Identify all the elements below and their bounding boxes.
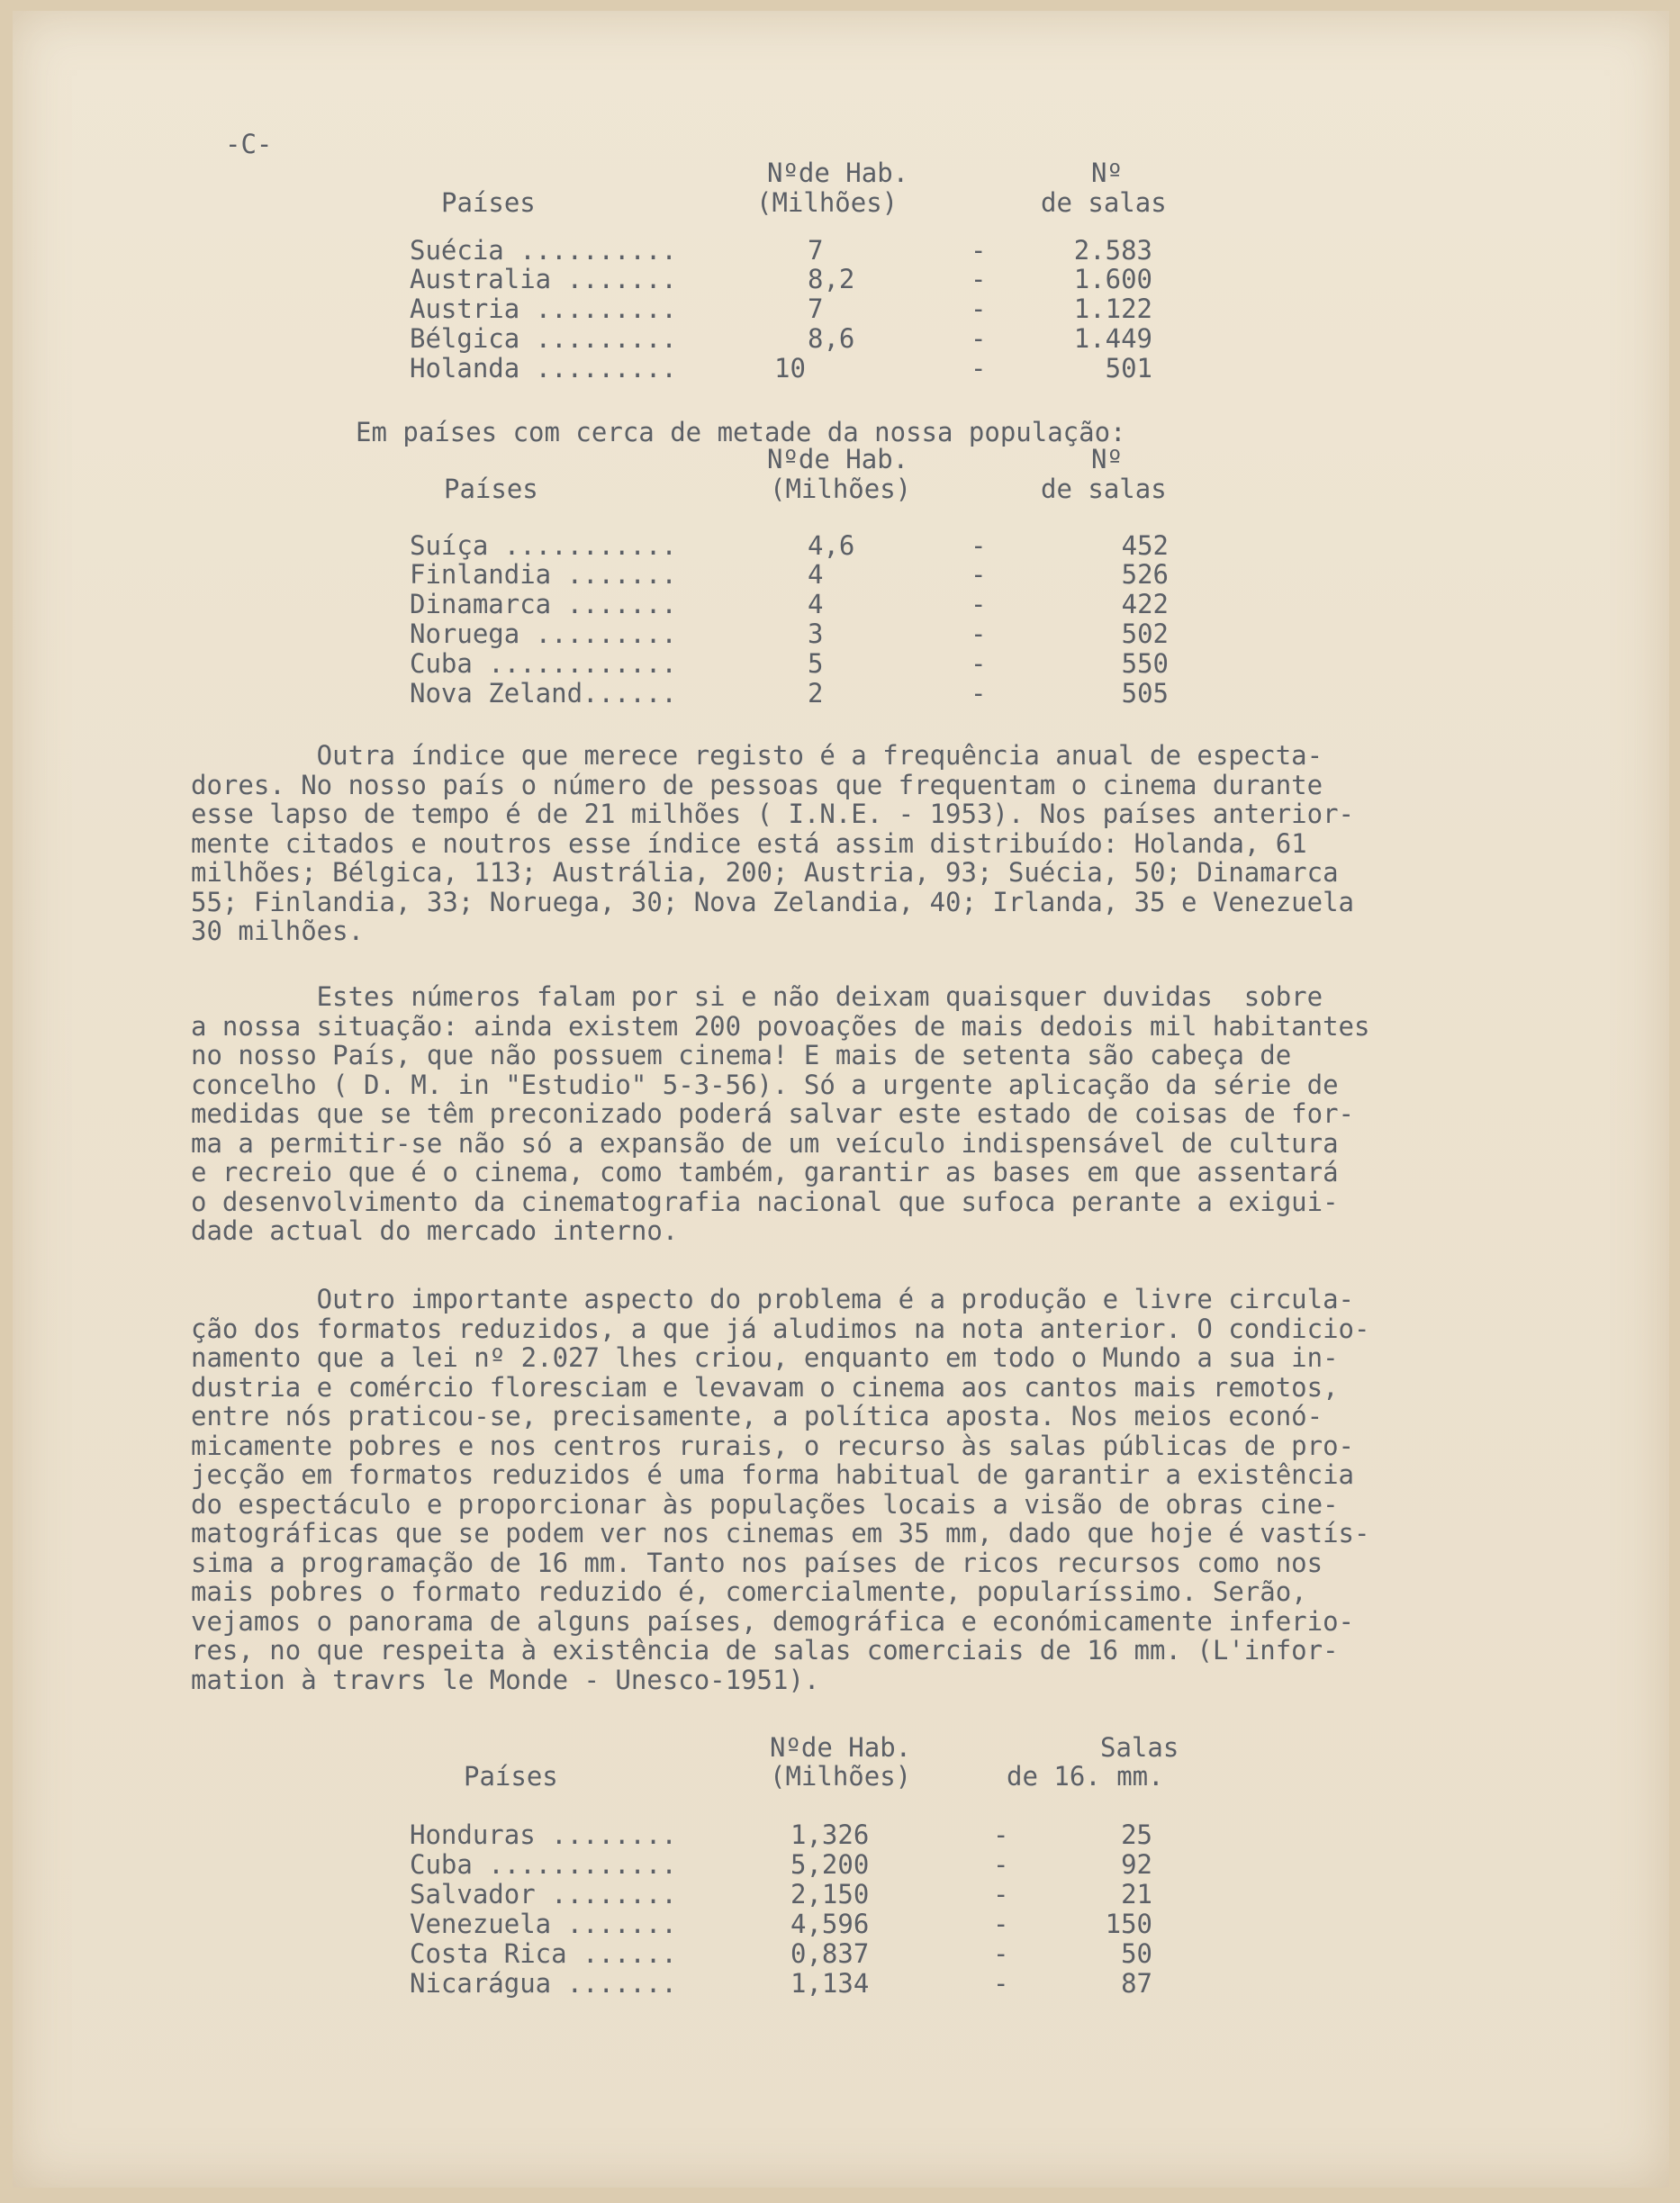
table-3-row-4-country: Venezuela ....... — [410, 1909, 677, 1939]
table-3-row-3-hab: 2,150 — [790, 1879, 870, 1910]
table-1-row-3-dash: - — [971, 293, 987, 324]
paragraph-3-line: ção dos formatos reduzidos, a que já aludimos na nota anterior. O condicio- — [191, 1313, 1370, 1344]
paragraph-1-line: Outra índice que merece registo é a frequência anual de especta- — [191, 740, 1323, 771]
paragraph-2-line: concelho ( D. M. in "Estudio" 5-3-56). Só a urgente aplicação da série de — [191, 1069, 1339, 1100]
paragraph-1-line: 30 milhões. — [191, 916, 365, 946]
paragraph-3-line: micamente pobres e nos centros rurais, o recurso às salas públicas de pro- — [191, 1430, 1355, 1461]
table-1-header-salas-line2: de salas — [1041, 187, 1167, 218]
table-2-row-2-dash: - — [971, 559, 987, 590]
table-2-row-4-dash: - — [971, 618, 987, 649]
table-3-row-4-hab: 4,596 — [790, 1909, 870, 1939]
table-2-row-6-hab: 2 — [808, 678, 824, 709]
table-2-row-2-country: Finlandia ....... — [410, 559, 677, 590]
table-1-row-5-country: Holanda ......... — [410, 353, 677, 384]
table-3-row-1-hab: 1,326 — [790, 1819, 870, 1850]
table-1-row-4-salas: 1.449 — [1073, 323, 1152, 354]
paragraph-1 — [191, 741, 1559, 946]
table-3-row-4-dash: - — [993, 1909, 1009, 1939]
paragraph-1-line: mente citados e noutros esse índice está assim distribuído: Holanda, 61 — [191, 827, 1307, 859]
table-3-row-4-salas: 150 — [1105, 1909, 1152, 1939]
table-2-row-6-dash: - — [971, 678, 987, 709]
paragraph-1-line: 55; Finlandia, 33; Noruega, 30; Nova Zelandia, 40; Irlanda, 35 e Venezuela — [191, 886, 1355, 917]
page-marker: -C- — [225, 129, 273, 159]
table-3-header-hab-line1: Nºde Hab. — [770, 1732, 912, 1763]
paragraph-2-line: e recreio que é o cinema, como também, garantir as bases em que assentará — [191, 1157, 1339, 1187]
table-3-header-salas-line1: Salas — [1100, 1732, 1179, 1763]
table-1-row-2-dash: - — [971, 264, 987, 294]
table-1-row-3-country: Austria ......... — [410, 293, 677, 324]
table-3-header-salas-line2: de 16. mm. — [1007, 1761, 1164, 1792]
table-2-row-6-salas: 505 — [1121, 678, 1169, 709]
table-2-row-5-country: Cuba ............ — [410, 648, 677, 679]
table-3-header-country: Países — [464, 1761, 558, 1792]
paragraph-1-line: esse lapso de tempo é de 21 milhões ( I.N.E. - 1953). Nos países anterior- — [191, 799, 1355, 829]
table-2-row-5-dash: - — [971, 648, 987, 679]
table-3-row-5-dash: - — [993, 1938, 1009, 1969]
paragraph-3 — [191, 1285, 1559, 1694]
table-3-row-6-hab: 1,134 — [790, 1968, 870, 1999]
table-2-row-3-dash: - — [971, 589, 987, 619]
table-2-header-hab-line1: Nºde Hab. — [767, 444, 909, 474]
table-3-row-6-country: Nicarágua ....... — [410, 1968, 677, 1999]
table-2-header-country: Países — [444, 474, 538, 504]
paragraph-3-line: dustria e comércio floresciam e levavam o cinema aos cantos mais remotos, — [191, 1371, 1339, 1403]
table-1-row-1-salas: 2.583 — [1073, 235, 1152, 266]
table-3-row-2-dash: - — [993, 1849, 1009, 1880]
table-2-row-3-salas: 422 — [1121, 589, 1169, 619]
table-1-row-3-hab: 7 — [808, 293, 824, 324]
table-2-row-1-dash: - — [971, 530, 987, 561]
table-3-row-3-salas: 21 — [1121, 1879, 1152, 1910]
paragraph-2 — [191, 982, 1559, 1246]
table-1-row-2-salas: 1.600 — [1073, 264, 1152, 294]
table-2-row-5-salas: 550 — [1121, 648, 1169, 679]
paragraph-2-line: medidas que se têm preconizado poderá salvar este estado de coisas de for- — [191, 1098, 1355, 1129]
table-2-row-4-country: Noruega ......... — [410, 618, 677, 649]
table-3-row-5-salas: 50 — [1121, 1938, 1152, 1969]
table-1-row-2-country: Australia ....... — [410, 264, 677, 294]
table-3-row-6-salas: 87 — [1121, 1968, 1152, 1999]
table-2-row-4-hab: 3 — [808, 618, 824, 649]
paragraph-3-line: mation à travrs le Monde - Unesco-1951). — [191, 1664, 820, 1695]
table-3-row-1-salas: 25 — [1121, 1819, 1152, 1850]
table-1-row-4-country: Bélgica ......... — [410, 323, 677, 354]
table-1-row-1-dash: - — [971, 235, 987, 266]
table-3-header-hab-line2: (Milhões) — [770, 1761, 912, 1792]
table-3-row-5-hab: 0,837 — [790, 1938, 870, 1969]
paragraph-3-line: namento que a lei nº 2.027 lhes criou, enquanto em todo o Mundo a sua in- — [191, 1342, 1339, 1373]
table-1-row-1-country: Suécia .......... — [410, 235, 677, 266]
table-2-row-1-country: Suíça ........... — [410, 530, 677, 561]
table-2-row-6-country: Nova Zeland...... — [410, 678, 677, 709]
paragraph-3-line: Outro importante aspecto do problema é a produção e livre circula- — [191, 1284, 1355, 1314]
table-2-header-salas-line2: de salas — [1041, 474, 1167, 504]
paragraph-2-line: no nosso País, que não possuem cinema! E mais de setenta são cabeça de — [191, 1040, 1292, 1070]
table-3-row-3-country: Salvador ........ — [410, 1879, 677, 1910]
table-1-row-3-salas: 1.122 — [1073, 293, 1152, 324]
table-1-header-hab-line2: (Milhões) — [756, 187, 899, 218]
table-1-row-5-dash: - — [971, 353, 987, 384]
paragraph-2-line: ma a permitir-se não só a expansão de um veículo indispensável de cultura — [191, 1127, 1339, 1159]
table-1-row-4-dash: - — [971, 323, 987, 354]
table-3-row-5-country: Costa Rica ...... — [410, 1938, 677, 1969]
table-3-row-1-dash: - — [993, 1819, 1009, 1850]
table-2-row-5-hab: 5 — [808, 648, 824, 679]
table-2-row-2-salas: 526 — [1121, 559, 1169, 590]
paragraph-3-line: res, no que respeita à existência de salas comerciais de 16 mm. (L'infor- — [191, 1635, 1339, 1666]
table-3-row-6-dash: - — [993, 1968, 1009, 1999]
table-1-row-4-hab: 8,6 — [808, 323, 855, 354]
table-2-row-1-hab: 4,6 — [808, 530, 855, 561]
paragraph-3-line: do espectáculo e proporcionar às populações locais a visão de obras cine- — [191, 1488, 1339, 1520]
table-3-row-2-hab: 5,200 — [790, 1849, 870, 1880]
table-1-row-1-hab: 7 — [808, 235, 824, 266]
table-3-row-1-country: Honduras ........ — [410, 1819, 677, 1850]
paragraph-2-line: a nossa situação: ainda existem 200 povoações de mais dedois mil habitantes — [191, 1010, 1370, 1042]
table-2-header-salas-line1: Nº — [1091, 444, 1123, 474]
paragraph-3-line: sima a programação de 16 mm. Tanto nos países de ricos recursos como nos — [191, 1547, 1323, 1578]
paragraph-2-line: o desenvolvimento da cinematografia nacional que sufoca perante a exigui- — [191, 1186, 1339, 1217]
table-3-row-2-country: Cuba ............ — [410, 1849, 677, 1880]
table-1-row-2-hab: 8,2 — [808, 264, 855, 294]
paragraph-1-line: milhões; Bélgica, 113; Austrália, 200; Austria, 93; Suécia, 50; Dinamarca — [191, 857, 1339, 888]
table-1-header-salas-line1: Nº — [1091, 158, 1123, 188]
table-1-row-5-hab: 10 — [774, 353, 806, 384]
paragraph-3-line: matográficas que se podem ver nos cinemas em 35 mm, dado que hoje é vastís- — [191, 1518, 1370, 1548]
paragraph-3-line: entre nós praticou-se, precisamente, a política aposta. Nos meios econó- — [191, 1401, 1323, 1431]
table-1-header-hab-line1: Nºde Hab. — [767, 158, 909, 188]
paragraph-2-line: Estes números falam por si e não deixam quaisquer duvidas sobre — [191, 981, 1323, 1012]
table-1-header-country: Países — [441, 187, 536, 218]
table-2-row-3-country: Dinamarca ....... — [410, 589, 677, 619]
paragraph-3-line: vejamos o panorama de alguns países, demográfica e económicamente inferio- — [191, 1605, 1355, 1637]
table-3-row-3-dash: - — [993, 1879, 1009, 1910]
table-3-row-2-salas: 92 — [1121, 1849, 1152, 1880]
paragraph-2-line: dade actual do mercado interno. — [191, 1215, 679, 1246]
table-2-header-hab-line2: (Milhões) — [770, 474, 912, 504]
table-2-row-3-hab: 4 — [808, 589, 824, 619]
table-2-row-4-salas: 502 — [1121, 618, 1169, 649]
table-2-intro: Em países com cerca de metade da nossa população: — [356, 417, 1126, 447]
paragraph-1-line: dores. No nosso país o número de pessoas que frequentam o cinema durante — [191, 769, 1323, 800]
table-2-row-2-hab: 4 — [808, 559, 824, 590]
table-1-row-5-salas: 501 — [1105, 353, 1152, 384]
paragraph-3-line: jecção em formatos reduzidos é uma forma habitual de garantir a existência — [191, 1459, 1355, 1490]
table-2-row-1-salas: 452 — [1121, 530, 1169, 561]
paragraph-3-line: mais pobres o formato reduzido é, comercialmente, popularíssimo. Serão, — [191, 1576, 1307, 1607]
